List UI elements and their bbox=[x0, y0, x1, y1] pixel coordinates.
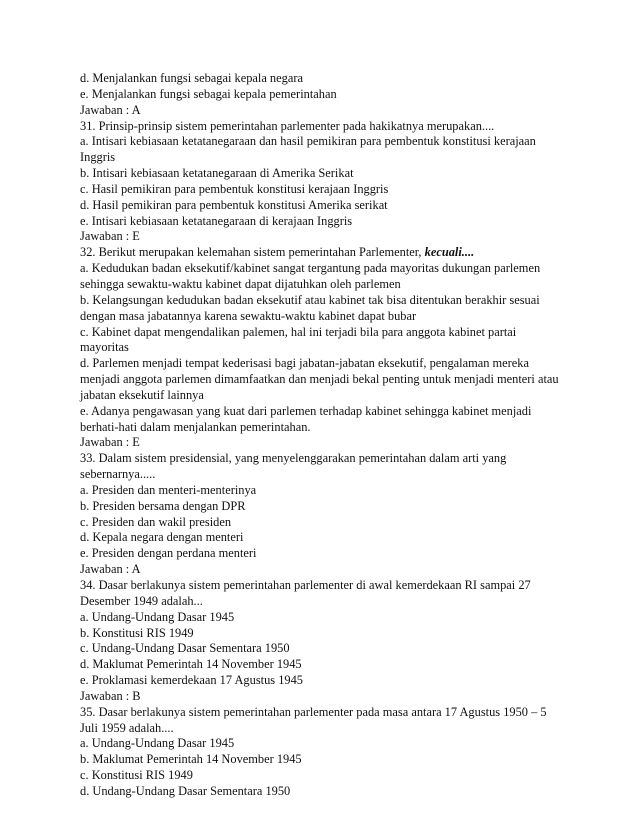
text-line: jabatan eksekutif lainnya bbox=[80, 387, 204, 402]
text-line: e. Presiden dengan perdana menteri bbox=[80, 546, 257, 561]
answer-line: Jawaban : E bbox=[80, 229, 140, 244]
text-line: c. Konstitusi RIS 1949 bbox=[80, 768, 193, 783]
text-line: b. Presiden bersama dengan DPR bbox=[80, 498, 246, 513]
text-line: b. Maklumat Pemerintah 14 November 1945 bbox=[80, 752, 302, 767]
question-32 bbox=[80, 245, 620, 261]
text-line: sebernarnya..... bbox=[80, 467, 156, 482]
text-line: d. Maklumat Pemerintah 14 November 1945 bbox=[80, 657, 302, 672]
answer-line: Jawaban : A bbox=[80, 562, 141, 577]
document-page bbox=[80, 71, 620, 800]
answer-line: Jawaban : B bbox=[80, 688, 141, 703]
text-line: a. Intisari kebiasaan ketatanegaraan dan hasil pemikiran para pembentuk konstitusi kerajaan bbox=[80, 134, 536, 149]
text-line: e. Proklamasi kemerdekaan 17 Agustus 1945 bbox=[80, 673, 303, 688]
text-line: d. Undang-Undang Dasar Sementara 1950 bbox=[80, 783, 291, 798]
text-line: a. Presiden dan menteri-menterinya bbox=[80, 482, 257, 497]
emphasis-kecuali: kecuali.... bbox=[424, 245, 475, 260]
question-31: 31. Prinsip-prinsip sistem pemerintahan parlementer pada hakikatnya merupakan.... bbox=[80, 118, 495, 133]
text-line: a. Kedudukan badan eksekutif/kabinet sangat tergantung pada mayoritas dukungan parlemen bbox=[80, 261, 541, 276]
answer-line: Jawaban : E bbox=[80, 435, 140, 450]
text-line: sehingga sewaktu-waktu kabinet dapat dijatuhkan oleh parlemen bbox=[80, 276, 401, 291]
text-line: d. Parlemen menjadi tempat kederisasi bagi jabatan-jabatan eksekutif, pengalaman mereka bbox=[80, 356, 529, 371]
text-line: berhati-hati dalam menjalankan pemerintahan. bbox=[80, 419, 311, 434]
text-line: a. Undang-Undang Dasar 1945 bbox=[80, 736, 235, 751]
text-line: b. Intisari kebiasaan ketatanegaraan di Amerika Serikat bbox=[80, 166, 354, 181]
text-line: Desember 1949 adalah... bbox=[80, 593, 203, 608]
text-line: e. Menjalankan fungsi sebagai kepala pemerintahan bbox=[80, 86, 337, 101]
question-33: 33. Dalam sistem presidensial, yang menyelenggarakan pemerintahan dalam arti yang bbox=[80, 451, 507, 466]
text-line: b. Konstitusi RIS 1949 bbox=[80, 625, 194, 640]
text-line: d. Menjalankan fungsi sebagai kepala negara bbox=[80, 71, 303, 85]
text-line: e. Adanya pengawasan yang kuat dari parlemen terhadap kabinet sehingga kabinet menjadi bbox=[80, 403, 532, 418]
text-line: c. Undang-Undang Dasar Sementara 1950 bbox=[80, 641, 290, 656]
text-line: mayoritas bbox=[80, 340, 129, 355]
answer-line: Jawaban : A bbox=[80, 102, 141, 117]
text-line: c. Kabinet dapat mengendalikan palemen, hal ini terjadi bila para anggota kabinet partai bbox=[80, 324, 517, 339]
text-line: Juli 1959 adalah.... bbox=[80, 720, 174, 735]
question-34: 34. Dasar berlakunya sistem pemerintahan parlementer di awal kemerdekaan RI sampai 27 bbox=[80, 578, 531, 592]
text-line: b. Kelangsungan kedudukan badan eksekutif atau kabinet tak bisa ditentukan berakhir sesuai bbox=[80, 292, 540, 307]
question-32-text: 32. Berikut merupakan kelemahan sistem pemerintahan Parlementer, bbox=[80, 245, 422, 260]
text-line: menjadi anggota parlemen dimamfaatkan dan menjadi bekal penting untuk menjadi menteri atau bbox=[80, 372, 559, 387]
text-line: c. Presiden dan wakil presiden bbox=[80, 514, 232, 529]
text-line: a. Undang-Undang Dasar 1945 bbox=[80, 609, 235, 624]
text-line: d. Kepala negara dengan menteri bbox=[80, 530, 244, 545]
question-35: 35. Dasar berlakunya sistem pemerintahan parlementer pada masa antara 17 Agustus 1950 – 5 bbox=[80, 704, 547, 719]
text-line: Inggris bbox=[80, 150, 116, 165]
text-line: dengan masa jabatannya karena sewaktu-waktu kabinet dapat bubar bbox=[80, 308, 417, 323]
text-line: c. Hasil pemikiran para pembentuk konstitusi kerajaan Inggris bbox=[80, 181, 389, 196]
text-line: d. Hasil pemikiran para pembentuk konstitusi Amerika serikat bbox=[80, 197, 388, 212]
text-line: e. Intisari kebiasaan ketatanegaraan di kerajaan Inggris bbox=[80, 213, 353, 228]
